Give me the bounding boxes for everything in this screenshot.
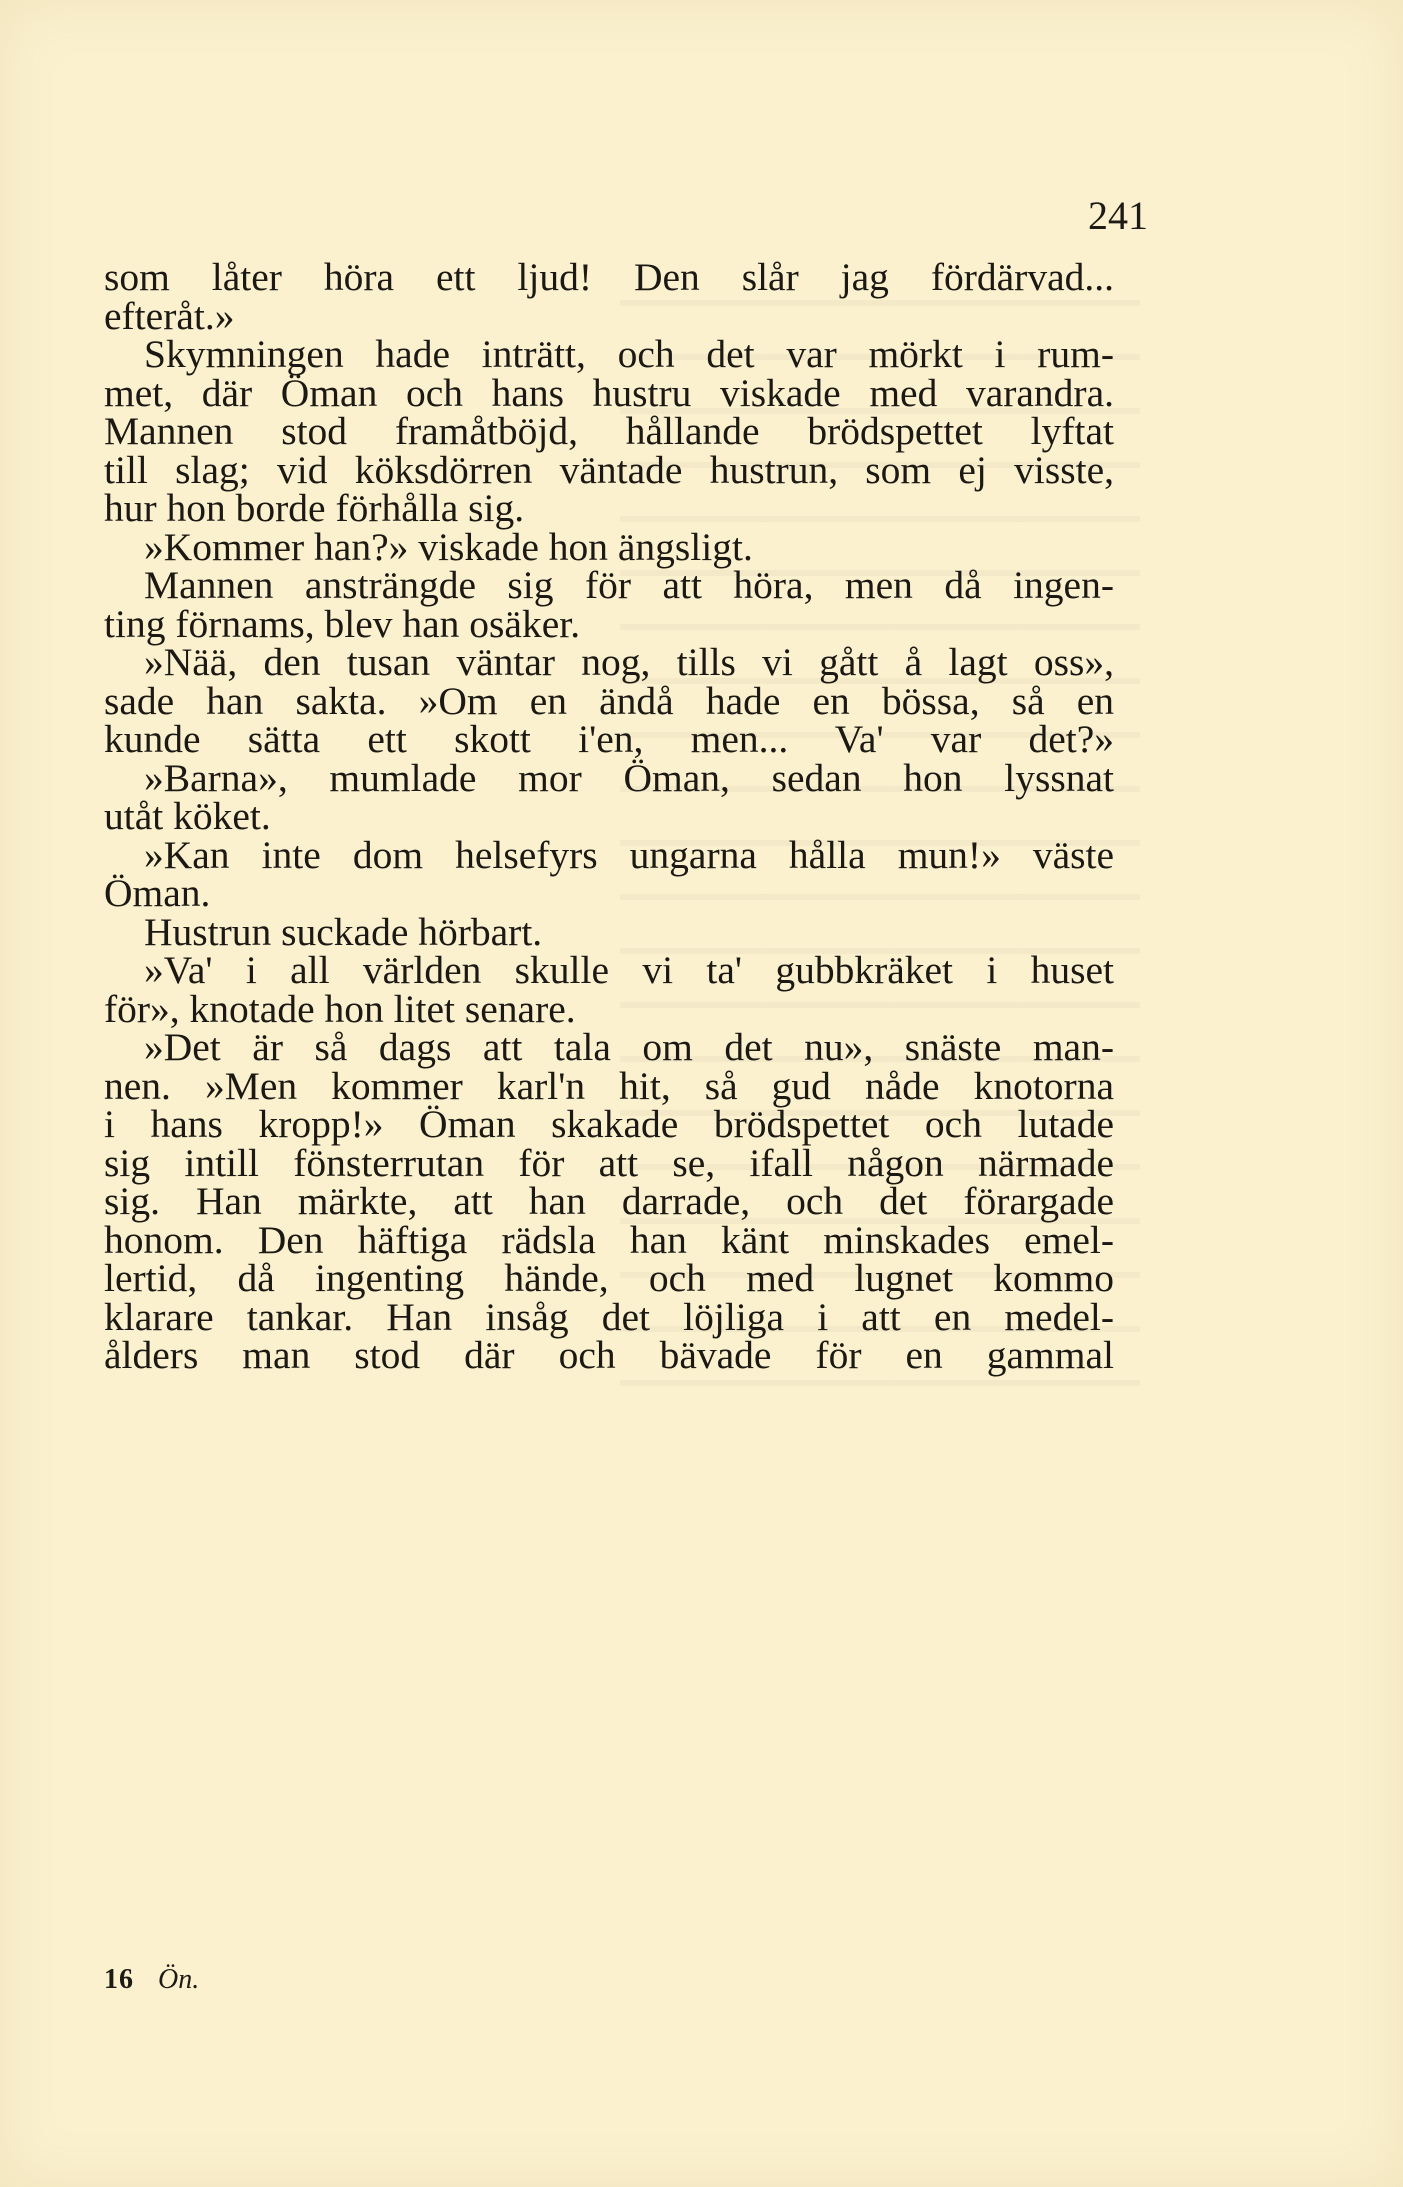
text-line: i hans kropp!» Öman skakade brödspettet och lutade — [104, 1102, 1114, 1146]
text-line: Skymningen hade inträtt, och det var mörkt i rum- — [144, 332, 1114, 376]
text-line: Hustrun suckade hörbart. — [144, 909, 543, 954]
text-line: met, där Öman och hans hustru viskade med varandra. — [104, 370, 1114, 415]
text-line: Mannen ansträngde sig för att höra, men då ingen- — [144, 563, 1114, 607]
signature-number: 16 — [104, 1964, 134, 1995]
text-line: ålders man stod där och bävade för en gammal — [104, 1333, 1114, 1377]
text-line: »Kommer han?» viskade hon ängsligt. — [144, 524, 753, 569]
text-line: »Va' i all världen skulle vi ta' gubbkräket i huset — [144, 948, 1114, 992]
text-line: »Nää, den tusan väntar nog, tills vi gått å lagt oss», — [144, 640, 1114, 684]
text-line: sig intill fönsterrutan för att se, ifall någon närmade — [104, 1140, 1114, 1185]
text-line: utåt köket. — [104, 794, 271, 838]
text-line: klarare tankar. Han insåg det löjliga i att en medel- — [104, 1294, 1114, 1339]
text-line: honom. Den häftiga rädsla han känt minskades emel- — [104, 1217, 1114, 1262]
text-line: Öman. — [104, 871, 211, 915]
text-line: hur hon borde förhålla sig. — [104, 486, 525, 530]
text-line: lertid, då ingenting hände, och med lugnet kommo — [104, 1256, 1114, 1300]
text-line: »Kan inte dom helsefyrs ungarna hålla mun!» väste — [144, 832, 1114, 877]
text-line: sig. Han märkte, att han darrade, och det förargade — [104, 1179, 1114, 1223]
text-line: Mannen stod framåtböjd, hållande brödspettet lyftat — [104, 409, 1114, 453]
printer-signature — [104, 1960, 199, 2000]
text-line: sade han sakta. »Om en ändå hade en bössa, så en — [104, 678, 1114, 723]
text-line: »Barna», mumlade mor Öman, sedan hon lyssnat — [144, 755, 1114, 800]
text-line: »Det är så dags att tala om det nu», snäste man- — [144, 1025, 1114, 1069]
text-line: nen. »Men kommer karl'n hit, så gud nåde knotorna — [104, 1063, 1114, 1108]
text-line: som låter höra ett ljud! Den slår jag fördärvad... — [104, 255, 1114, 299]
text-line: kunde sätta ett skott i'en, men... Va' var det?» — [104, 717, 1114, 761]
text-line: efteråt.» — [104, 293, 235, 338]
text-line: ting förnams, blev han osäker. — [104, 601, 581, 646]
text-line: för», knotade hon litet senare. — [104, 986, 576, 1031]
page-number: 241 — [1088, 193, 1148, 238]
signature-title: Ön. — [158, 1964, 200, 1995]
text-line: till slag; vid köksdörren väntade hustrun, som ej visste, — [104, 447, 1114, 492]
